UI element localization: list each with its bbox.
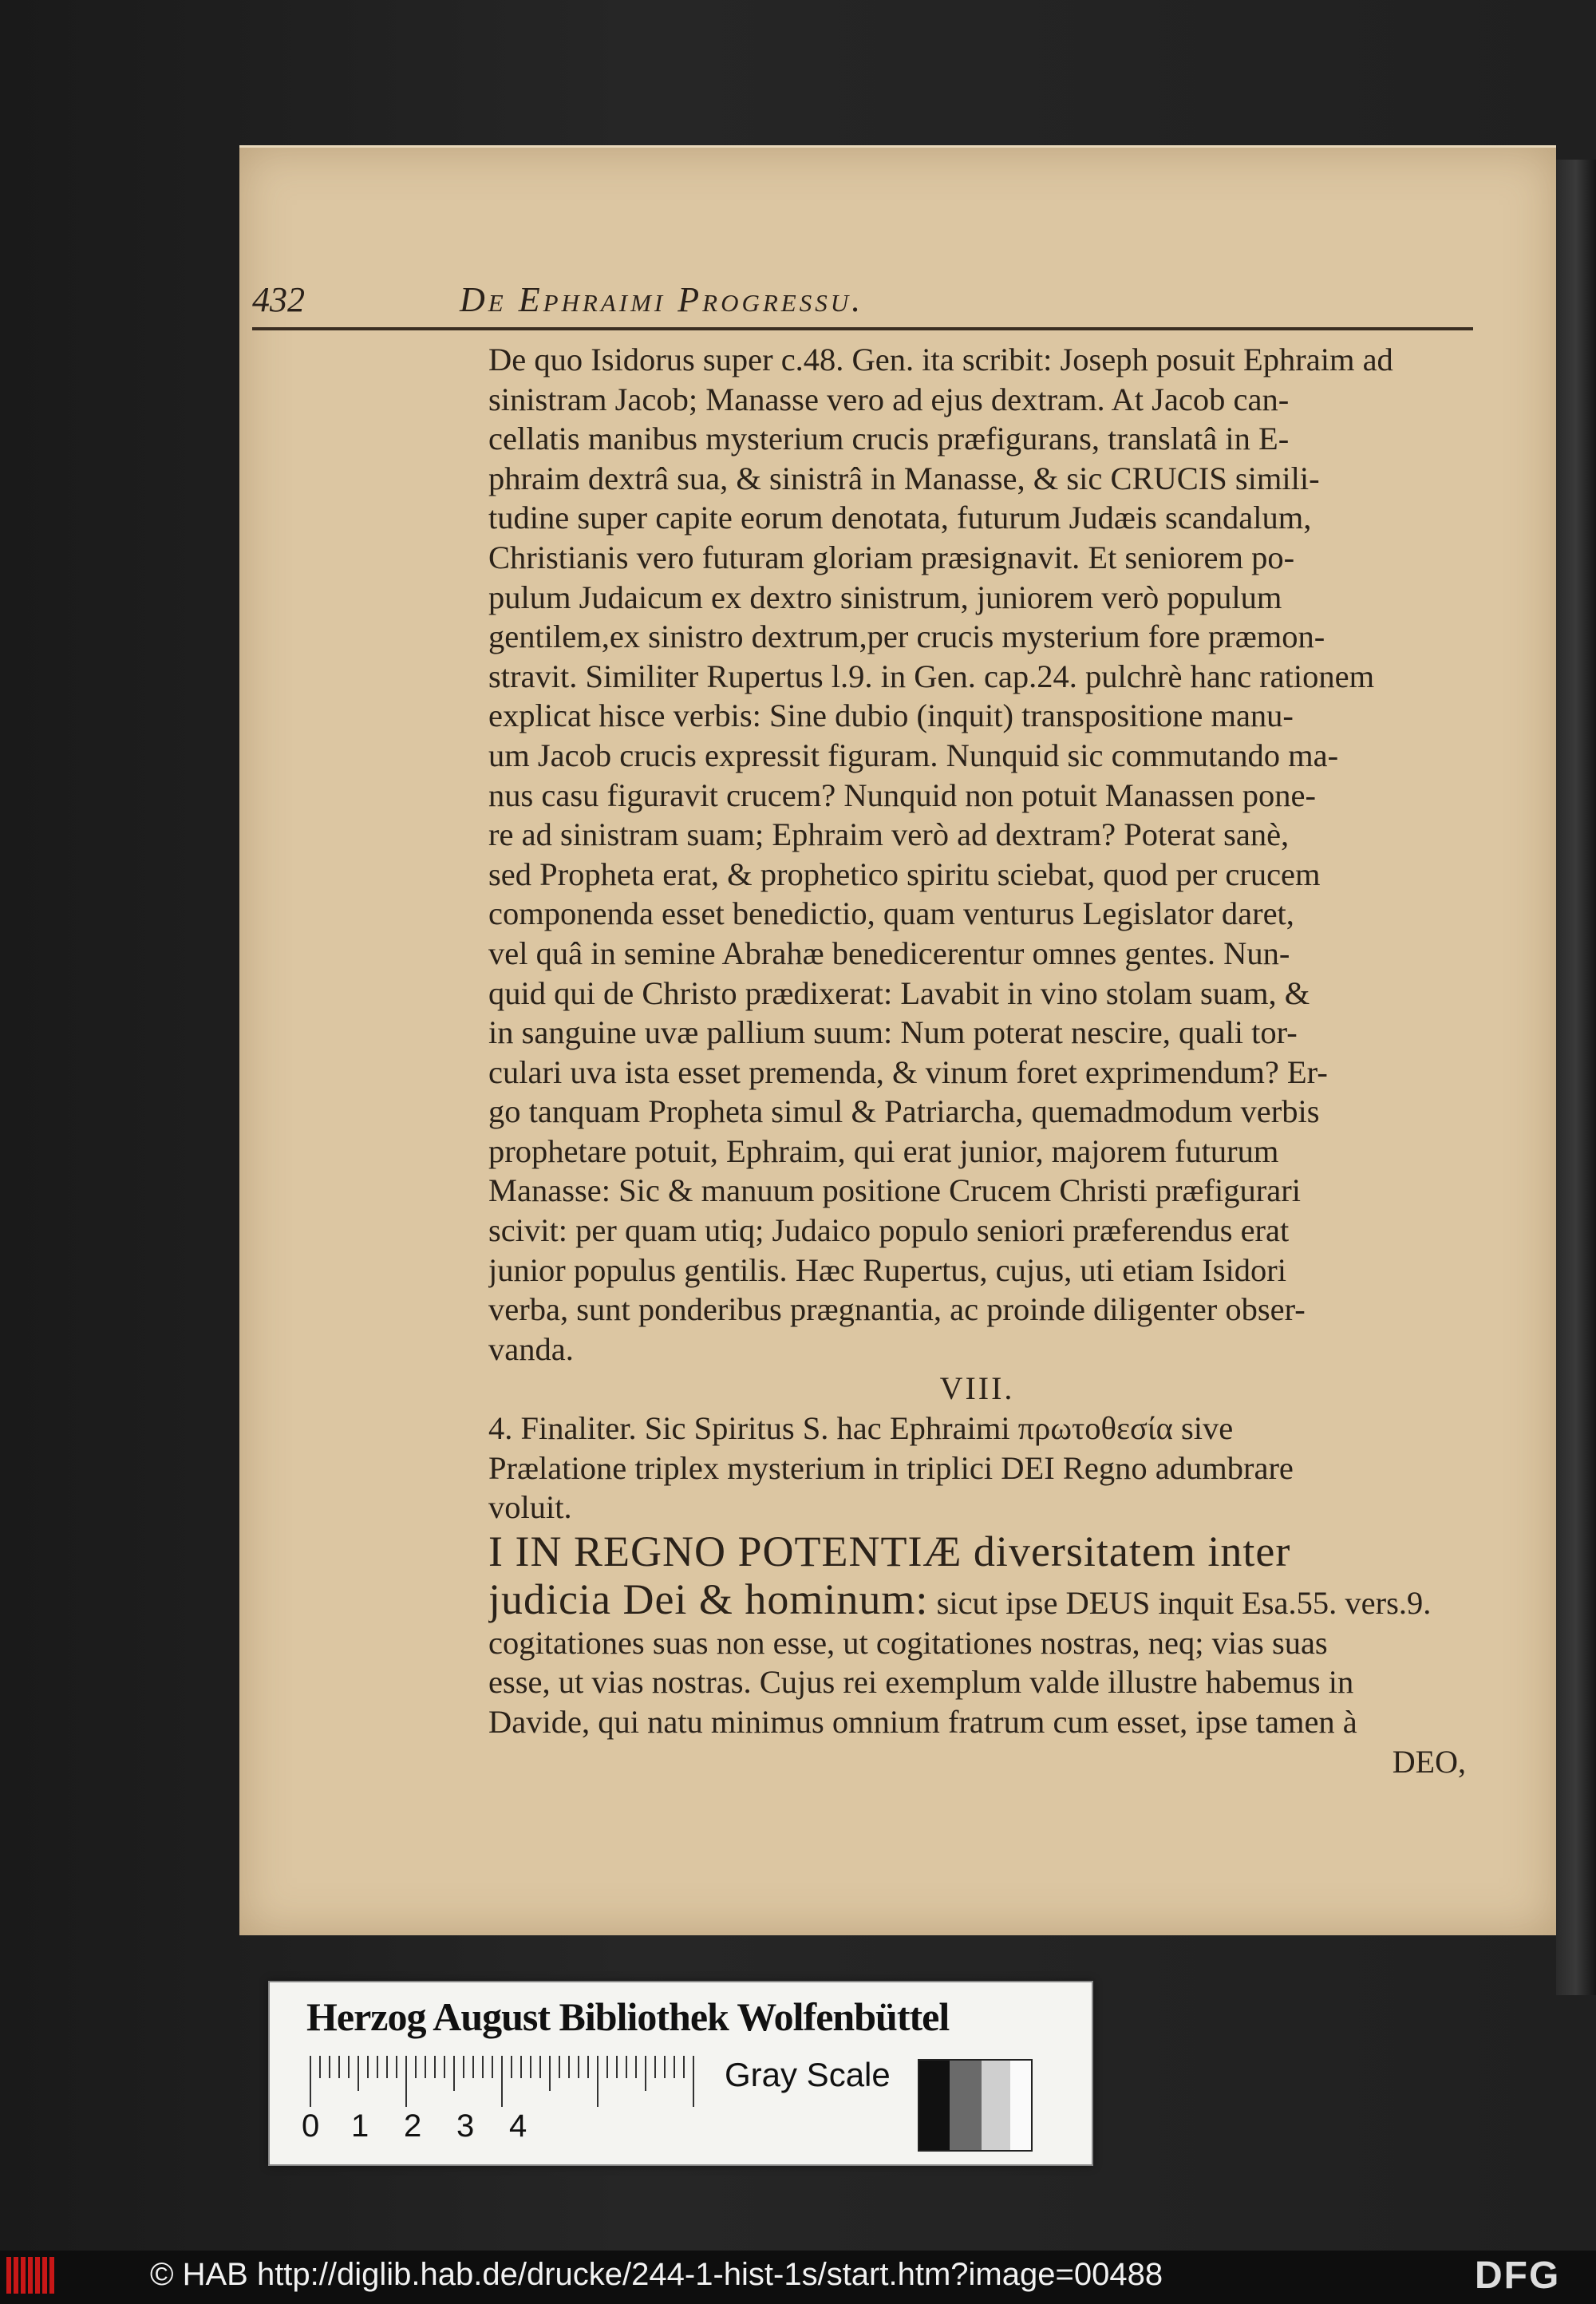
ruler-tick <box>539 2056 541 2078</box>
text-line: De quo Isidorus super c.48. Gen. ita scribit: Joseph posuit Ephraim ad <box>488 342 1393 377</box>
text-line: Manasse: Sic & manuum positione Crucem Christi præfigurari <box>488 1172 1301 1209</box>
source-url[interactable]: © HAB http://diglib.hab.de/drucke/244-1-hist-1s/start.htm?image=00488 <box>150 2257 1163 2292</box>
text-line: esse, ut vias nostras. Cujus rei exemplum valde illustre habemus in <box>488 1664 1354 1701</box>
text-line: gentilem,ex sinistro dextrum,per crucis mysterium fore præmon- <box>488 618 1325 655</box>
ruler-tick <box>635 2056 637 2078</box>
gray-swatch <box>1010 2061 1031 2150</box>
text-line: junior populus gentilis. Hæc Rupertus, cujus, uti etiam Isidori <box>488 1251 1287 1288</box>
ruler-tick <box>578 2056 579 2078</box>
text-line: cellatis manibus mysterium crucis præfigurans, translatâ in E- <box>488 421 1290 457</box>
ruler-tick <box>693 2056 694 2107</box>
head-rule <box>252 327 1473 330</box>
ruler-tick <box>530 2056 531 2078</box>
ruler-tick <box>645 2056 646 2091</box>
regnum-heading: I IN REGNO POTENTIÆ diversitatem inter <box>488 1527 1291 1575</box>
ruler-tick <box>415 2056 417 2078</box>
ruler-number: 2 <box>404 2108 422 2144</box>
regnum-heading-rest: sicut ipse DEUS inquit Esa.55. vers.9. <box>928 1584 1432 1621</box>
gray-scale-label: Gray Scale <box>725 2056 891 2093</box>
text-line: um Jacob crucis expressit figuram. Nunquid sic commutando ma- <box>488 737 1339 773</box>
ruler-tick <box>597 2056 598 2107</box>
text-line: nus casu figuravit crucem? Nunquid non potuit Manassen pone- <box>488 777 1317 813</box>
ruler-numbers <box>302 2108 780 2148</box>
ruler-tick <box>674 2056 675 2078</box>
text-line: stravit. Similiter Rupertus l.9. in Gen. cap.24. pulchrè hanc rationem <box>488 658 1375 694</box>
regnum-heading-2: judicia Dei & hominum: <box>488 1575 929 1623</box>
ruler-number: 3 <box>456 2108 475 2144</box>
regnum-heading-line-2 <box>488 1575 1466 1623</box>
ruler-tick <box>511 2056 512 2078</box>
text-line: explicat hisce verbis: Sine dubio (inquit) transpositione manu- <box>488 698 1294 734</box>
text-line: Davide, qui natu minimus omnium fratrum cum esset, ipse tamen à <box>488 1704 1357 1740</box>
ruler-tick <box>664 2056 666 2078</box>
book-gutter <box>1556 160 1596 1995</box>
text-line: verba, sunt ponderibus prægnantia, ac proinde diligenter obser- <box>488 1291 1306 1328</box>
ruler-tick <box>472 2056 474 2078</box>
text-line: sinistram Jacob; Manasse vero ad ejus dextram. At Jacob can- <box>488 381 1290 417</box>
ruler-tick <box>405 2056 407 2107</box>
hab-barcode-icon <box>6 2257 67 2297</box>
ruler-tick <box>587 2056 589 2078</box>
ruler-tick <box>606 2056 608 2078</box>
ruler-tick <box>377 2056 378 2078</box>
ruler-tick <box>425 2056 426 2078</box>
ruler-number: 0 <box>302 2108 320 2144</box>
text-line: sed Propheta erat, & prophetico spiritu sciebat, quod per crucem <box>488 856 1321 892</box>
ruler-tick <box>559 2056 560 2078</box>
ruler-tick <box>434 2056 436 2078</box>
library-name: Herzog August Bibliothek Wolfenbüttel <box>306 1994 950 2039</box>
ruler-tick <box>683 2056 685 2078</box>
ruler-tick <box>319 2056 321 2078</box>
section-paragraph <box>488 1409 1466 1527</box>
ruler-tick <box>463 2056 464 2078</box>
gray-swatch <box>982 2061 1010 2150</box>
running-title: De Ephraimi Progressu. <box>460 280 864 319</box>
regnum-heading-line <box>488 1527 1466 1575</box>
ruler-number: 4 <box>509 2108 527 2144</box>
text-line: Prælatione triplex mysterium in triplici DEI Regno adumbrare <box>488 1449 1294 1486</box>
page-number: 432 <box>252 280 305 319</box>
running-head <box>252 271 1473 335</box>
catchword: DEO, <box>1392 1743 1466 1780</box>
ruler-tick <box>492 2056 493 2078</box>
text-line: vanda. <box>488 1330 574 1367</box>
ruler-tick <box>482 2056 484 2078</box>
ruler-tick <box>348 2056 350 2078</box>
ruler-number: 1 <box>351 2108 369 2144</box>
ruler-tick <box>358 2056 359 2091</box>
ruler-tick <box>453 2056 455 2091</box>
text-line: voluit. <box>488 1489 572 1526</box>
ruler-tick <box>329 2056 330 2078</box>
final-paragraph <box>488 1623 1466 1742</box>
ruler-tick <box>338 2056 340 2078</box>
text-line: Christianis vero futuram gloriam præsignavit. Et seniorem po- <box>488 539 1295 575</box>
ruler-tick <box>367 2056 369 2078</box>
ruler-tick <box>520 2056 522 2078</box>
scale-card <box>268 1981 1093 2166</box>
gray-swatches <box>918 2059 1033 2152</box>
text-line: phraim dextrâ sua, & sinistrâ in Manasse, & sic CRUCIS simili- <box>488 460 1320 496</box>
text-line: componenda esset benedictio, quam venturus Legislator daret, <box>488 895 1294 932</box>
text-line: tudine super capite eorum denotata, futurum Judæis scandalum, <box>488 500 1312 536</box>
text-line: pulum Judaicum ex dextro sinistrum, juniorem verò populum <box>488 579 1282 615</box>
text-line: vel quâ in semine Abrahæ benedicerentur omnes gentes. Nun- <box>488 935 1290 971</box>
dfg-logo: DFG <box>1475 2255 1561 2297</box>
gray-swatch <box>919 2061 950 2150</box>
text-line: quid qui de Christo prædixerat: Lavabit in vino stolam suam, & <box>488 974 1310 1011</box>
gray-swatch <box>950 2061 982 2150</box>
body-paragraph <box>488 340 1466 1369</box>
text-line: in sanguine uvæ pallium suum: Num poterat nescire, quali tor- <box>488 1014 1298 1051</box>
text-line: 4. Finaliter. Sic Spiritus S. hac Ephraimi πρωτοθεσία sive <box>488 1410 1234 1447</box>
text-line: culari uva ista esset premenda, & vinum foret exprimendum? Er- <box>488 1053 1328 1090</box>
ruler-tick <box>549 2056 551 2091</box>
ruler-tick <box>626 2056 627 2078</box>
text-line: go tanquam Propheta simul & Patriarcha, quemadmodum verbis <box>488 1093 1320 1130</box>
ruler-tick <box>386 2056 388 2078</box>
text-line: cogitationes suas non esse, ut cogitationes nostras, neq; vias suas <box>488 1624 1328 1661</box>
ruler-tick <box>501 2056 503 2107</box>
ruler-tick <box>444 2056 445 2078</box>
text-line: scivit: per quam utiq; Judaico populo seniori præferendus erat <box>488 1212 1290 1249</box>
page-text <box>488 340 1466 1787</box>
ruler-tick <box>654 2056 656 2078</box>
ruler-tick <box>568 2056 570 2078</box>
ruler-tick <box>616 2056 618 2078</box>
ruler <box>310 2056 757 2112</box>
text-line: re ad sinistram suam; Ephraim verò ad dextram? Poterat sanè, <box>488 816 1290 853</box>
text-line: prophetare potuit, Ephraim, qui erat junior, majorem futurum <box>488 1132 1279 1169</box>
section-number: VIII. <box>939 1370 1015 1407</box>
ruler-tick <box>396 2056 397 2078</box>
ruler-tick <box>310 2056 311 2107</box>
